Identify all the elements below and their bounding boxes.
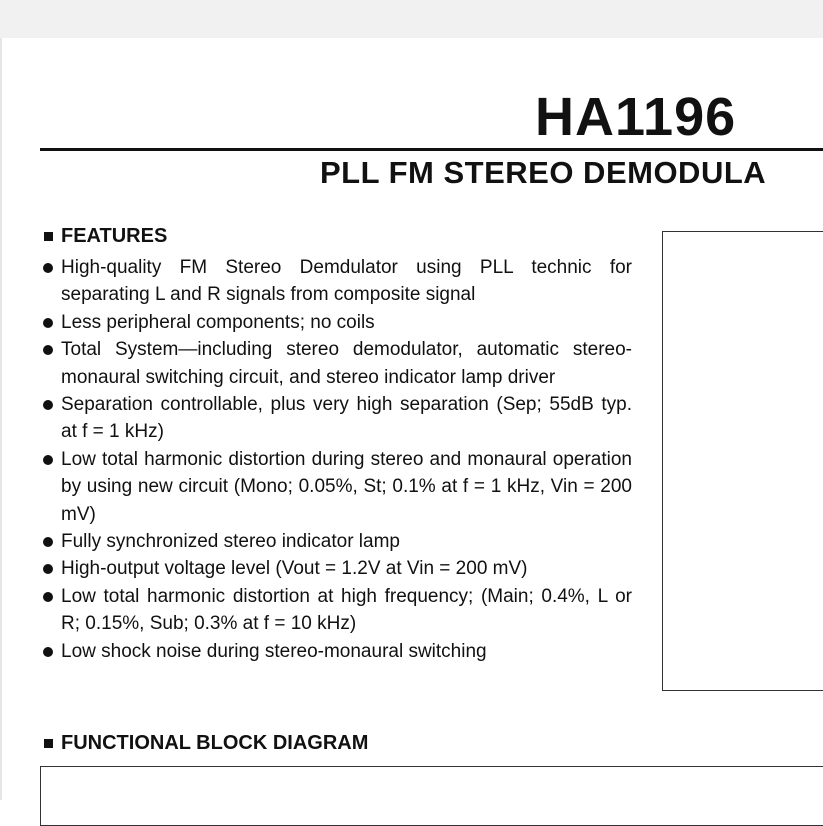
bullet-icon (43, 647, 53, 657)
bullet-icon (43, 564, 53, 574)
bullet-icon (43, 400, 53, 410)
feature-list (40, 254, 632, 665)
feature-text: High-output voltage level (Vout = 1.2V at Vin = 200 mV) (61, 558, 528, 580)
part-number-title: HA1196 (535, 87, 737, 147)
feature-text: Total System—including stereo demodulator, automatic stereo-monaural switching circuit, and stereo indicator lamp driver (61, 339, 632, 388)
square-bullet-icon (44, 739, 53, 748)
bullet-icon (43, 318, 53, 328)
feature-item (40, 446, 632, 528)
feature-item (40, 391, 632, 446)
square-bullet-icon (44, 232, 53, 241)
feature-item (40, 336, 632, 391)
bullet-icon (43, 455, 53, 465)
bullet-icon (43, 345, 53, 355)
feature-text: High-quality FM Stereo Demdulator using PLL technic for separating L and R signals from composite signal (61, 257, 632, 306)
feature-item (40, 528, 632, 555)
feature-item (40, 254, 632, 309)
block-diagram-heading-label: FUNCTIONAL BLOCK DIAGRAM (61, 732, 369, 754)
features-heading-label: FEATURES (61, 225, 168, 247)
bullet-icon (43, 592, 53, 602)
feature-text: Low total harmonic distortion during stereo and monaural operation by using new circuit (Mono; 0.05%, St; 0.1% at f = 1 kHz, Vin = 200 mV) (61, 448, 632, 525)
feature-text: Low shock noise during stereo-monaural switching (61, 640, 487, 662)
pin-arrangement-frame (662, 231, 823, 691)
feature-item (40, 309, 632, 336)
bullet-icon (43, 263, 53, 273)
block-diagram-frame (40, 766, 823, 826)
feature-text: Separation controllable, plus very high separation (Sep; 55dB typ. at f = 1 kHz) (61, 394, 632, 443)
title-divider (40, 148, 823, 151)
feature-item (40, 555, 632, 582)
bullet-icon (43, 537, 53, 547)
feature-item (40, 638, 632, 665)
features-section-heading (44, 224, 167, 248)
page-left-edge (0, 38, 2, 800)
viewer-top-bar (0, 0, 823, 38)
feature-text: Less peripheral components; no coils (61, 311, 375, 333)
document-subtitle: PLL FM STEREO DEMODULA (320, 155, 767, 190)
block-diagram-section-heading (44, 731, 368, 755)
feature-text: Fully synchronized stereo indicator lamp (61, 531, 400, 553)
feature-item (40, 583, 632, 638)
feature-text: Low total harmonic distortion at high frequency; (Main; 0.4%, L or R; 0.15%, Sub; 0.3% at f = 10 kHz) (61, 585, 632, 635)
